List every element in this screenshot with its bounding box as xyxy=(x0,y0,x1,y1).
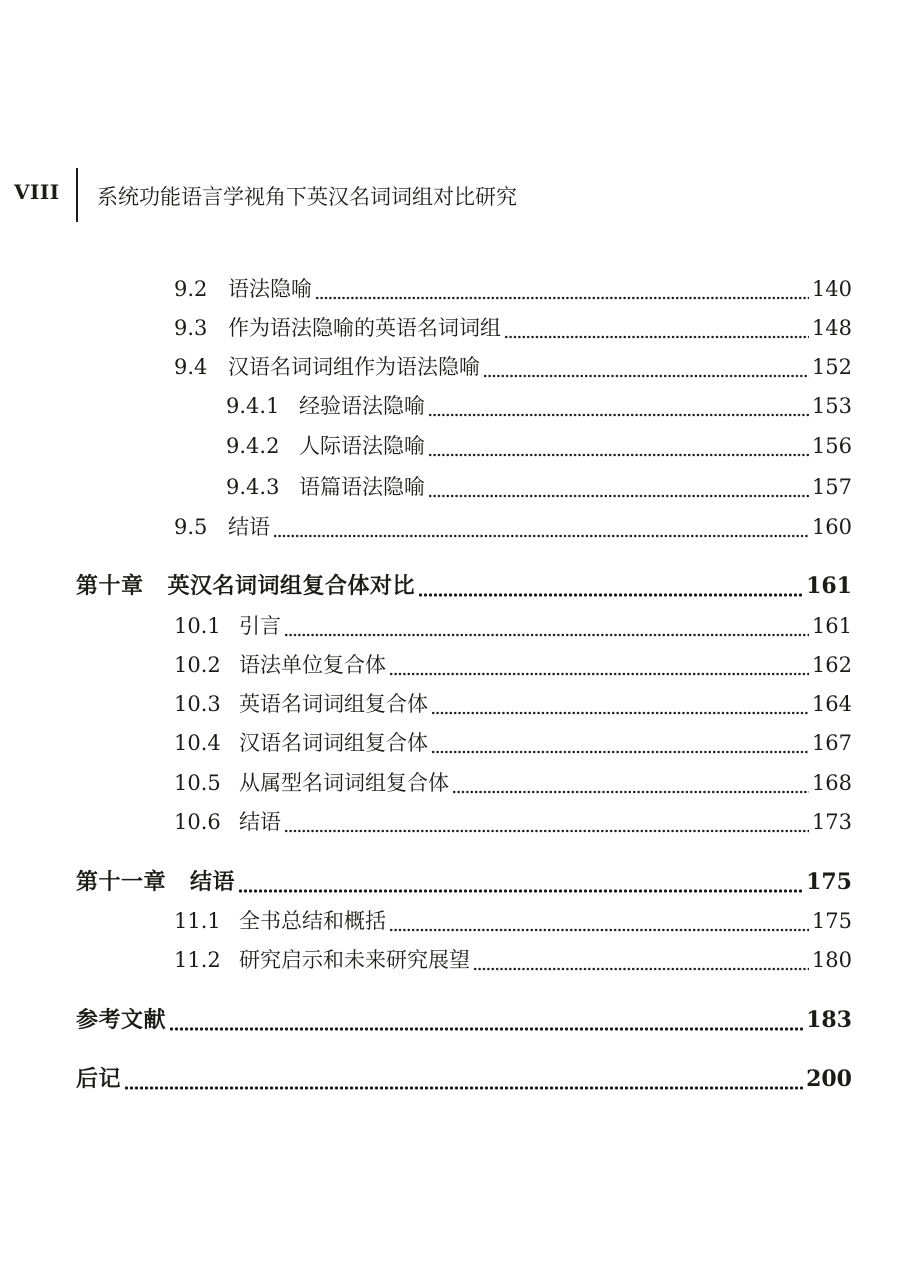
dot-leader xyxy=(273,534,809,538)
toc-title: 研究启示和未来研究展望 xyxy=(239,948,470,972)
toc-entry[interactable] xyxy=(174,905,852,937)
toc-entry[interactable] xyxy=(174,727,852,759)
toc-page: 148 xyxy=(811,316,852,340)
dot-leader xyxy=(284,829,809,833)
toc-number: 11.2 xyxy=(174,948,221,972)
toc-page: 156 xyxy=(811,434,852,458)
toc-title: 作为语法隐喻的英语名词词组 xyxy=(228,316,501,340)
toc-number: 9.4.3 xyxy=(226,475,280,499)
toc-page: 161 xyxy=(806,573,852,599)
dot-leader xyxy=(483,374,809,378)
toc-number: 10.3 xyxy=(174,692,221,716)
toc-entry[interactable] xyxy=(174,649,852,681)
dot-leader xyxy=(124,1086,803,1090)
toc-title: 结语 xyxy=(239,810,281,834)
toc-number: 9.5 xyxy=(174,515,208,539)
dot-leader xyxy=(428,453,809,457)
chapter-title: 后记 xyxy=(76,1066,122,1092)
toc-title: 汉语名词词组复合体 xyxy=(239,731,428,755)
dot-leader xyxy=(428,413,809,417)
toc-title: 引言 xyxy=(239,614,281,638)
dot-leader xyxy=(389,672,809,676)
toc-entry[interactable] xyxy=(174,688,852,720)
toc-number: 9.4.1 xyxy=(226,394,280,418)
toc-title: 人际语法隐喻 xyxy=(299,434,425,458)
toc-title: 从属型名词词组复合体 xyxy=(239,771,449,795)
chapter-number: 第十一章 xyxy=(76,869,167,895)
dot-leader xyxy=(431,711,809,715)
toc-page: 157 xyxy=(811,475,852,499)
toc-page: 153 xyxy=(811,394,852,418)
toc-entry[interactable] xyxy=(174,610,852,642)
toc-number: 11.1 xyxy=(174,909,221,933)
toc-entry[interactable] xyxy=(174,351,852,383)
dot-leader xyxy=(238,889,803,893)
toc-page: 183 xyxy=(806,1007,852,1033)
toc-number: 10.4 xyxy=(174,731,221,755)
toc-page: 180 xyxy=(811,948,852,972)
toc-title: 英语名词词组复合体 xyxy=(239,692,428,716)
toc-entry[interactable] xyxy=(226,430,852,462)
toc-title: 结语 xyxy=(228,515,270,539)
toc-number: 10.1 xyxy=(174,614,221,638)
toc-number: 9.2 xyxy=(174,277,208,301)
toc-page: 160 xyxy=(811,515,852,539)
toc-entry[interactable] xyxy=(174,312,852,344)
toc-page: 175 xyxy=(811,909,852,933)
toc-chapter[interactable] xyxy=(76,1063,852,1095)
toc-title: 语法单位复合体 xyxy=(239,653,386,677)
toc-number: 10.5 xyxy=(174,771,221,795)
chapter-number: 第十章 xyxy=(76,573,144,599)
toc-page: 162 xyxy=(811,653,852,677)
toc-entry[interactable] xyxy=(174,944,852,976)
toc-title: 语法隐喻 xyxy=(228,277,312,301)
dot-leader xyxy=(473,967,809,971)
book-title: 系统功能语言学视角下英汉名词词组对比研究 xyxy=(97,185,517,209)
dot-leader xyxy=(452,790,809,794)
toc-page: 161 xyxy=(811,614,852,638)
dot-leader xyxy=(418,593,803,597)
toc-entry[interactable] xyxy=(226,471,852,503)
toc-entry[interactable] xyxy=(174,767,852,799)
dot-leader xyxy=(428,494,809,498)
dot-leader xyxy=(504,335,809,339)
toc-page: 152 xyxy=(811,355,852,379)
toc-entry[interactable] xyxy=(174,273,852,305)
dot-leader xyxy=(284,633,809,637)
toc-page: 168 xyxy=(811,771,852,795)
chapter-title: 英汉名词词组复合体对比 xyxy=(167,573,416,599)
toc-number: 9.4 xyxy=(174,355,208,379)
toc-chapter[interactable] xyxy=(76,570,852,602)
dot-leader xyxy=(169,1027,803,1031)
toc-number: 9.3 xyxy=(174,316,208,340)
toc-title: 汉语名词词组作为语法隐喻 xyxy=(228,355,480,379)
toc-chapter[interactable] xyxy=(76,1004,852,1036)
toc-entry[interactable] xyxy=(174,806,852,838)
dot-leader xyxy=(431,750,809,754)
page-number: VIII xyxy=(14,180,60,204)
toc-entry[interactable] xyxy=(174,511,852,543)
dot-leader xyxy=(315,296,809,300)
toc-page: 140 xyxy=(811,277,852,301)
toc-number: 9.4.2 xyxy=(226,434,280,458)
dot-leader xyxy=(389,928,809,932)
toc-page: 164 xyxy=(811,692,852,716)
toc-page: 200 xyxy=(806,1066,852,1092)
toc-page: 175 xyxy=(806,869,852,895)
toc-page: 173 xyxy=(811,810,852,834)
toc-title: 语篇语法隐喻 xyxy=(299,475,425,499)
toc-page: 167 xyxy=(811,731,852,755)
toc-title: 全书总结和概括 xyxy=(239,909,386,933)
toc-chapter[interactable] xyxy=(76,866,852,898)
toc-number: 10.2 xyxy=(174,653,221,677)
chapter-title: 结语 xyxy=(190,869,236,895)
toc-entry[interactable] xyxy=(226,390,852,422)
toc-number: 10.6 xyxy=(174,810,221,834)
chapter-title: 参考文献 xyxy=(76,1007,167,1033)
toc-title: 经验语法隐喻 xyxy=(299,394,425,418)
